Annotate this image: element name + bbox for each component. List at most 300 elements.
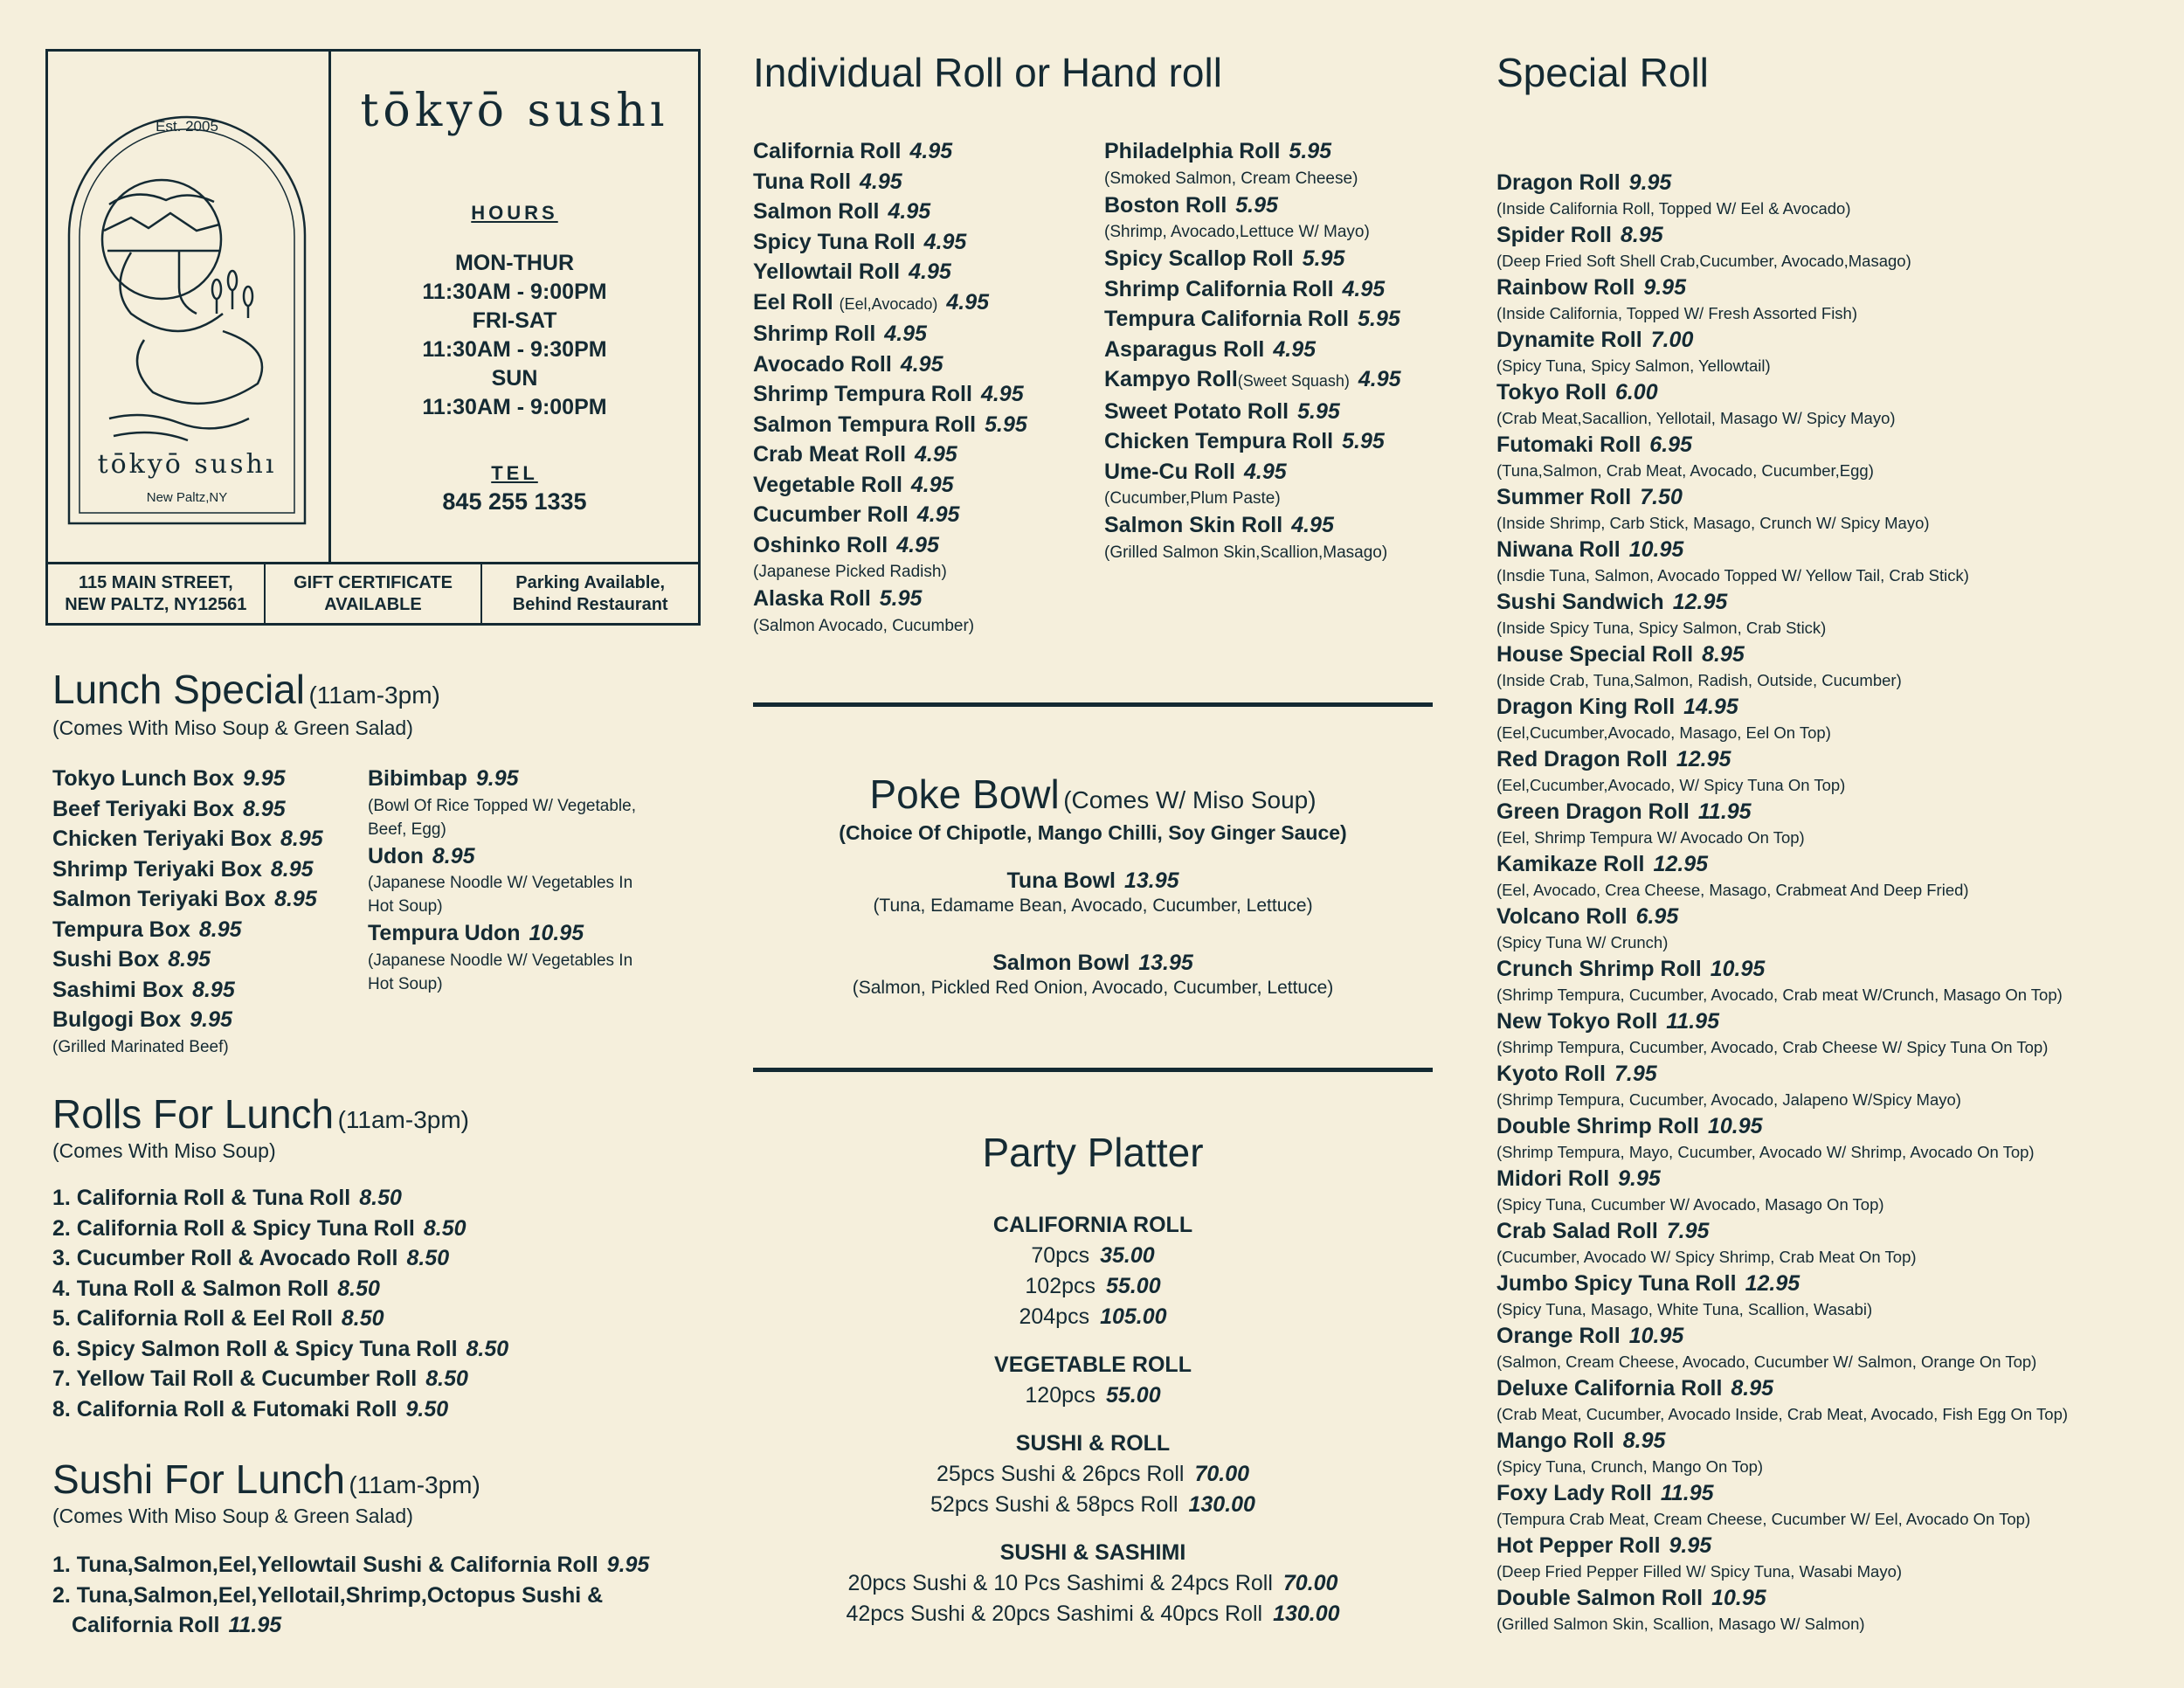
item-name: Philadelphia Roll xyxy=(1104,139,1281,163)
item-price: 6.00 xyxy=(1614,380,1658,405)
platter-group-name: VEGETABLE ROLL xyxy=(994,1352,1192,1377)
item-description: (Salmon Avocado, Cucumber) xyxy=(753,616,975,635)
item-name: Alaska Roll xyxy=(753,586,871,611)
item-price: 8.50 xyxy=(466,1336,509,1361)
item-description: (Crab Meat, Cucumber, Avocado Inside, Crab Meat, Avocado, Fish Egg On Top) xyxy=(1496,1405,2069,1423)
logo-name: tōkyō sushı xyxy=(97,449,277,480)
item-description: (Bowl Of Rice Topped W/ Vegetable, xyxy=(368,796,636,815)
rolls-lunch-time: (11am-3pm) xyxy=(337,1106,469,1133)
item-price: 7.95 xyxy=(1614,1062,1657,1086)
item-description: (Smoked Salmon, Cream Cheese) xyxy=(1104,169,1358,188)
item-description: (Shrimp, Avocado,Lettuce W/ Mayo) xyxy=(1104,223,1370,241)
item-price: 13.95 xyxy=(1138,951,1193,975)
item-name: Deluxe California Roll xyxy=(1496,1376,1723,1401)
item-price: 12.95 xyxy=(1745,1271,1800,1296)
item-price: 9.95 xyxy=(1628,170,1672,195)
menu-item xyxy=(52,1394,508,1425)
item-price: 4.95 xyxy=(896,532,939,557)
item-price: 8.95 xyxy=(192,977,235,1002)
menu-item xyxy=(753,136,1027,167)
menu-item xyxy=(1496,1218,2068,1244)
item-price: 4.95 xyxy=(915,442,957,467)
item-name: Hot Pepper Roll xyxy=(1496,1533,1661,1558)
item-price: 4.95 xyxy=(1244,459,1287,484)
item-description: (Grilled Salmon Skin, Scallion, Masago W/ Salmon) xyxy=(1496,1615,1865,1633)
hours-line: 11:30AM - 9:00PM xyxy=(422,280,607,304)
menu-item xyxy=(52,1581,649,1611)
item-description: (Eel, Shrimp Tempura W/ Avocado On Top) xyxy=(1496,828,1805,847)
platter-quantity: 52pcs Sushi & 58pcs Roll xyxy=(930,1492,1178,1517)
item-name: Shrimp California Roll xyxy=(1104,276,1334,301)
item-price: 5.95 xyxy=(1358,307,1400,331)
item-name: Bibimbap xyxy=(368,766,467,791)
platter-quantity: 70pcs xyxy=(1031,1243,1090,1268)
item-price: 11.95 xyxy=(1660,1481,1714,1505)
item-price: 6.95 xyxy=(1635,904,1679,929)
item-name: California Roll xyxy=(72,1613,220,1637)
item-price: 4.95 xyxy=(910,472,954,497)
item-name: Sashimi Box xyxy=(52,977,184,1002)
divider xyxy=(753,702,1433,707)
menu-item xyxy=(52,764,323,794)
item-name: Futomaki Roll xyxy=(1496,432,1641,457)
menu-item xyxy=(753,227,1027,258)
lunch-special-title: Lunch Special xyxy=(52,667,305,712)
item-name: Beef Teriyaki Box xyxy=(52,796,234,821)
menu-item xyxy=(753,470,1027,501)
menu-item xyxy=(1496,1166,2068,1192)
item-price: 10.95 xyxy=(529,921,584,945)
menu-item xyxy=(1496,536,2068,563)
menu-item xyxy=(1496,641,2068,668)
menu-item xyxy=(1104,397,1401,427)
menu-item xyxy=(1104,510,1401,541)
menu-item xyxy=(1496,484,2068,510)
item-price: 8.50 xyxy=(425,1366,468,1391)
menu-item xyxy=(52,1214,508,1244)
menu-item xyxy=(1104,364,1401,397)
platter-row xyxy=(753,1599,1433,1629)
special-roll-list xyxy=(1496,169,2068,1637)
platter-price: 55.00 xyxy=(1106,1383,1161,1408)
item-name: Summer Roll xyxy=(1496,485,1632,509)
item-name: Midori Roll xyxy=(1496,1166,1610,1191)
hours-line: MON-THUR xyxy=(454,251,575,275)
menu-item xyxy=(753,500,1027,530)
item-price: 11.95 xyxy=(1666,1009,1719,1034)
menu-item xyxy=(52,915,323,945)
item-price: 8.95 xyxy=(198,917,242,942)
item-name: Salmon Skin Roll xyxy=(1104,513,1283,537)
item-name: Mango Roll xyxy=(1496,1429,1614,1453)
platter-price: 55.00 xyxy=(1106,1274,1161,1298)
platter-group-name: SUSHI & SASHIMI xyxy=(999,1540,1186,1565)
item-description: (Shrimp Tempura, Mayo, Cucumber, Avocado W/ Shrimp, Avocado On Top) xyxy=(1496,1143,2035,1161)
gift-line: GIFT CERTIFICATE xyxy=(294,572,453,592)
menu-item xyxy=(52,1550,649,1581)
menu-item xyxy=(753,197,1027,227)
item-price: 14.95 xyxy=(1683,695,1738,719)
logo-panel xyxy=(48,52,331,562)
item-name: Asparagus Roll xyxy=(1104,336,1265,362)
item-name: Udon xyxy=(368,843,424,868)
menu-item xyxy=(52,1304,508,1334)
menu-item xyxy=(1496,1480,2068,1506)
item-name: Tuna Bowl xyxy=(1006,868,1116,893)
divider xyxy=(753,1068,1433,1072)
rolls-lunch-note: (Comes With Miso Soup) xyxy=(52,1139,276,1162)
item-name: Rainbow Roll xyxy=(1496,275,1635,300)
item-price: 9.95 xyxy=(1669,1533,1712,1558)
item-description: Hot Soup) xyxy=(368,974,443,993)
address-line: 115 MAIN STREET, xyxy=(78,572,233,592)
item-price: 5.95 xyxy=(1297,398,1340,424)
platter-group-name: CALIFORNIA ROLL xyxy=(992,1213,1193,1237)
footer-row xyxy=(48,562,698,623)
item-description: (Grilled Salmon Skin,Scallion,Masago) xyxy=(1104,543,1388,562)
item-name: Salmon Roll xyxy=(753,199,880,224)
item-name: Tuna Roll xyxy=(753,169,852,194)
item-price: 8.95 xyxy=(274,887,317,911)
item-name: Chicken Tempura Roll xyxy=(1104,429,1334,453)
menu-item xyxy=(1496,746,2068,772)
item-price: 12.95 xyxy=(1672,590,1728,614)
item-description: (Eel,Cucumber,Avocado, Masago, Eel On Top) xyxy=(1496,723,1831,742)
item-name: Chicken Teriyaki Box xyxy=(52,827,273,851)
item-name: 6. Spicy Salmon Roll & Spicy Tuna Roll xyxy=(52,1336,458,1361)
item-name: Ume-Cu Roll xyxy=(1104,459,1235,484)
item-price: 10.95 xyxy=(1628,1324,1684,1348)
menu-item xyxy=(1496,222,2068,248)
item-name: Orange Roll xyxy=(1496,1324,1621,1348)
item-name: Dynamite Roll xyxy=(1496,328,1642,352)
platter-row xyxy=(753,1490,1433,1520)
item-price: 4.95 xyxy=(909,259,951,284)
item-name: New Tokyo Roll xyxy=(1496,1009,1658,1034)
item-name: 3. Cucumber Roll & Avocado Roll xyxy=(52,1246,398,1270)
menu-item xyxy=(753,868,1433,894)
platter-price: 70.00 xyxy=(1194,1462,1250,1486)
item-description: (Tuna,Salmon, Crab Meat, Avocado, Cucumber,Egg) xyxy=(1496,461,1874,480)
item-price: 9.95 xyxy=(606,1553,650,1577)
item-price: 7.00 xyxy=(1650,328,1694,352)
menu-item xyxy=(1496,799,2068,825)
menu-item xyxy=(1496,169,2068,196)
menu-item xyxy=(1496,379,2068,405)
item-price: 9.50 xyxy=(405,1396,449,1422)
item-price: 4.95 xyxy=(1358,367,1401,391)
item-description: Hot Soup) xyxy=(368,897,443,916)
item-price: 10.95 xyxy=(1707,1114,1763,1138)
menu-item xyxy=(1104,190,1401,221)
menu-item xyxy=(1104,274,1401,305)
item-price: 13.95 xyxy=(1123,868,1179,893)
item-name: Shrimp Teriyaki Box xyxy=(52,856,262,882)
item-name: Salmon Bowl xyxy=(992,951,1130,975)
item-description: (Tuna, Edamame Bean, Avocado, Cucumber, Lettuce) xyxy=(873,896,1313,916)
item-description: (Inside Crab, Tuna,Salmon, Radish, Outside, Cucumber) xyxy=(1496,671,1902,689)
platter-price: 130.00 xyxy=(1188,1492,1255,1517)
platter-price: 35.00 xyxy=(1100,1243,1155,1268)
item-price: 10.95 xyxy=(1710,957,1766,981)
item-name: Sweet Potato Roll xyxy=(1104,398,1289,424)
individual-roll-title: Individual Roll or Hand roll xyxy=(753,50,1222,95)
item-name: Shrimp Tempura Roll xyxy=(753,382,972,406)
menu-item xyxy=(1496,1113,2068,1139)
item-price: 8.95 xyxy=(1702,642,1745,667)
item-price: 5.95 xyxy=(1235,192,1278,218)
item-name: 2. Tuna,Salmon,Eel,Yellotail,Shrimp,Octopus Sushi & xyxy=(52,1582,604,1608)
info-panel xyxy=(331,52,698,562)
item-description: (Spicy Tuna, Cucumber W/ Avocado, Masago On Top) xyxy=(1496,1195,1884,1214)
item-name: House Special Roll xyxy=(1496,642,1694,667)
menu-item xyxy=(1496,1532,2068,1559)
item-price: 4.95 xyxy=(884,322,927,346)
item-name: Double Salmon Roll xyxy=(1496,1586,1704,1610)
item-description: (Spicy Tuna, Spicy Salmon, Yellowtail) xyxy=(1496,356,1771,375)
lunch-special-col2 xyxy=(368,764,636,996)
item-price: 8.95 xyxy=(432,843,475,868)
item-description: (Eel,Cucumber,Avocado, W/ Spicy Tuna On Top) xyxy=(1496,776,1846,794)
item-name: Volcano Roll xyxy=(1496,904,1628,929)
item-description: (Grilled Marinated Beef) xyxy=(52,1037,229,1056)
individual-roll-col1 xyxy=(753,136,1027,638)
item-price: 5.95 xyxy=(985,412,1027,437)
menu-item xyxy=(1496,327,2068,353)
address-cell xyxy=(48,564,264,623)
item-description: (Tempura Crab Meat, Cream Cheese, Cucumber W/ Eel, Avocado On Top) xyxy=(1496,1510,2031,1528)
menu-item xyxy=(753,584,1027,614)
item-name: Spicy Tuna Roll xyxy=(753,229,916,254)
item-price: 8.95 xyxy=(242,796,286,821)
item-name: 1. California Roll & Tuna Roll xyxy=(52,1186,351,1210)
item-inline-note: (Sweet Squash) xyxy=(1237,372,1350,390)
gift-line: AVAILABLE xyxy=(324,594,422,614)
item-price: 9.95 xyxy=(475,766,519,791)
item-price: 8.50 xyxy=(359,1186,402,1210)
menu-item xyxy=(368,841,636,872)
item-price: 8.95 xyxy=(1731,1376,1774,1401)
menu-item xyxy=(1496,1008,2068,1034)
platter-group-name: SUSHI & ROLL xyxy=(1015,1431,1171,1456)
item-description: (Insdie Tuna, Salmon, Avocado Topped W/ Yellow Tail, Crab Stick) xyxy=(1496,566,1969,585)
hours-label: HOURS xyxy=(471,202,558,224)
item-price: 5.95 xyxy=(879,586,923,611)
item-price: 4.95 xyxy=(946,289,990,315)
item-name: Boston Roll xyxy=(1104,192,1227,218)
poke-bowl-title: Poke Bowl xyxy=(869,771,1060,817)
item-description: (Inside California Roll, Topped W/ Eel & Avocado) xyxy=(1496,199,1851,218)
item-description: (Spicy Tuna W/ Crunch) xyxy=(1496,933,1669,951)
tel-label: TEL xyxy=(491,462,538,484)
lunch-special-time: (11am-3pm) xyxy=(308,681,440,709)
platter-row xyxy=(753,1302,1433,1332)
menu-item xyxy=(52,1005,323,1035)
menu-item xyxy=(753,530,1027,561)
item-price: 10.95 xyxy=(1628,537,1684,562)
parking-line: Behind Restaurant xyxy=(512,594,668,614)
address-line: NEW PALTZ, NY12561 xyxy=(65,594,247,614)
menu-item xyxy=(52,1610,649,1641)
menu-item xyxy=(1496,1323,2068,1349)
platter-quantity: 120pcs xyxy=(1025,1383,1096,1408)
item-price: 9.95 xyxy=(242,766,286,791)
item-description: (Cucumber, Avocado W/ Spicy Shrimp, Crab Meat On Top) xyxy=(1496,1248,1917,1266)
menu-item xyxy=(753,287,1027,320)
menu-item xyxy=(1104,244,1401,274)
poke-bowl-note: (Comes W/ Miso Soup) xyxy=(1063,786,1317,813)
parking-line: Parking Available, xyxy=(515,572,666,592)
menu-item xyxy=(1496,274,2068,301)
item-name: 5. California Roll & Eel Roll xyxy=(52,1306,333,1331)
sushi-lunch-title: Sushi For Lunch xyxy=(52,1456,345,1502)
item-name: 7. Yellow Tail Roll & Cucumber Roll xyxy=(52,1366,418,1391)
item-price: 4.95 xyxy=(1342,276,1386,301)
item-name: Yellowtail Roll xyxy=(753,259,901,284)
item-price: 12.95 xyxy=(1676,747,1731,771)
item-name: Kampyo Roll xyxy=(1104,367,1238,391)
item-price: 8.95 xyxy=(270,856,314,882)
item-name: Crunch Shrimp Roll xyxy=(1496,957,1702,981)
menu-item xyxy=(52,1334,508,1365)
item-price: 5.95 xyxy=(1302,246,1345,271)
item-price: 5.95 xyxy=(1289,139,1332,163)
sushi-lunch-note: (Comes With Miso Soup & Green Salad) xyxy=(52,1505,413,1527)
item-name: Tempura Box xyxy=(52,917,190,942)
item-price: 4.95 xyxy=(1291,513,1334,537)
item-name: Tokyo Roll xyxy=(1496,380,1607,405)
item-name: Foxy Lady Roll xyxy=(1496,1481,1652,1505)
item-description: (Deep Fried Soft Shell Crab,Cucumber, Avocado,Masago) xyxy=(1496,252,1911,270)
item-description: (Salmon, Cream Cheese, Avocado, Cucumber W/ Salmon, Orange On Top) xyxy=(1496,1352,2037,1371)
item-name: Salmon Tempura Roll xyxy=(753,412,977,437)
item-description: (Shrimp Tempura, Cucumber, Avocado, Jalapeno W/Spicy Mayo) xyxy=(1496,1090,1961,1109)
item-name: Sushi Sandwich xyxy=(1496,590,1664,614)
menu-item xyxy=(52,1183,508,1214)
item-price: 8.50 xyxy=(341,1306,384,1331)
item-name: Spider Roll xyxy=(1496,223,1612,247)
menu-item xyxy=(1496,1585,2068,1611)
menu-item xyxy=(1496,589,2068,615)
item-description: (Spicy Tuna, Crunch, Mango On Top) xyxy=(1496,1457,1764,1476)
item-price: 6.95 xyxy=(1649,432,1692,457)
item-name: Avocado Roll xyxy=(753,351,892,377)
item-price: 4.95 xyxy=(916,502,960,527)
item-name: Niwana Roll xyxy=(1496,537,1621,562)
sushi-lunch-list xyxy=(52,1550,649,1641)
item-price: 4.95 xyxy=(980,382,1024,406)
menu-item xyxy=(753,319,1027,349)
item-name: Crab Salad Roll xyxy=(1496,1219,1658,1243)
platter-row xyxy=(753,1459,1433,1490)
item-name: Kamikaze Roll xyxy=(1496,852,1645,876)
item-price: 9.95 xyxy=(1643,275,1686,300)
item-price: 4.95 xyxy=(923,229,967,254)
header-box xyxy=(45,49,701,626)
item-inline-note: (Eel,Avocado) xyxy=(839,294,938,313)
item-name: Red Dragon Roll xyxy=(1496,747,1668,771)
item-description: Beef, Egg) xyxy=(368,820,446,839)
item-name: 8. California Roll & Futomaki Roll xyxy=(52,1396,397,1422)
item-name: Cucumber Roll xyxy=(753,502,909,527)
platter-row xyxy=(753,1271,1433,1302)
menu-item xyxy=(1104,426,1401,457)
menu-item xyxy=(1104,304,1401,335)
menu-item xyxy=(753,257,1027,287)
item-price: 8.50 xyxy=(406,1246,450,1270)
item-description: (Inside California, Topped W/ Fresh Assorted Fish) xyxy=(1496,304,1857,322)
menu-item xyxy=(52,884,323,915)
menu-item xyxy=(753,951,1433,976)
hours-line: SUN xyxy=(491,366,538,391)
platter-row xyxy=(753,1380,1433,1411)
menu-item xyxy=(52,824,323,854)
item-name: California Roll xyxy=(753,139,902,163)
item-name: 1. Tuna,Salmon,Eel,Yellowtail Sushi & California Roll xyxy=(52,1553,598,1577)
item-name: Double Shrimp Roll xyxy=(1496,1114,1699,1138)
menu-item xyxy=(1496,851,2068,877)
menu-item xyxy=(1104,457,1401,488)
hours-line: FRI-SAT xyxy=(472,308,557,333)
hours-line: 11:30AM - 9:30PM xyxy=(422,337,607,362)
item-price: 9.95 xyxy=(1618,1166,1661,1191)
item-name: Oshinko Roll xyxy=(753,532,888,557)
item-name: Eel Roll xyxy=(753,289,833,315)
menu-item xyxy=(1496,956,2068,982)
hours-line: 11:30AM - 9:00PM xyxy=(422,395,607,419)
lunch-special-col1 xyxy=(52,764,323,1059)
platter-row xyxy=(753,1241,1433,1271)
item-name: Sushi Box xyxy=(52,947,160,972)
menu-item xyxy=(52,1243,508,1274)
item-description: (Inside Shrimp, Carb Stick, Masago, Crunch W/ Spicy Mayo) xyxy=(1496,514,1930,532)
item-name: Tempura California Roll xyxy=(1104,307,1350,331)
item-description: (Shrimp Tempura, Cucumber, Avocado, Crab meat W/Crunch, Masago On Top) xyxy=(1496,986,2063,1004)
menu-item xyxy=(1104,335,1401,365)
item-price: 4.95 xyxy=(860,169,902,194)
item-price: 8.95 xyxy=(1622,1429,1666,1453)
platter-price: 130.00 xyxy=(1273,1602,1340,1626)
parking-cell xyxy=(480,564,698,623)
item-name: Salmon Teriyaki Box xyxy=(52,887,266,911)
item-price: 8.50 xyxy=(337,1276,380,1301)
gift-certificate-cell xyxy=(264,564,481,623)
platter-row xyxy=(753,1568,1433,1599)
item-price: 11.95 xyxy=(228,1613,282,1637)
item-price: 4.95 xyxy=(888,199,931,224)
item-price: 10.95 xyxy=(1711,1586,1766,1610)
menu-item xyxy=(1496,432,2068,458)
logo-city: New Paltz,NY xyxy=(146,490,228,505)
item-price: 4.95 xyxy=(909,139,953,163)
platter-quantity: 25pcs Sushi & 26pcs Roll xyxy=(936,1462,1185,1486)
item-price: 4.95 xyxy=(900,351,943,377)
item-description: (Deep Fried Pepper Filled W/ Spicy Tuna, Wasabi Mayo) xyxy=(1496,1562,1903,1581)
restaurant-title: tōkyō sushı xyxy=(360,85,669,137)
item-name: Jumbo Spicy Tuna Roll xyxy=(1496,1271,1737,1296)
item-name: Tokyo Lunch Box xyxy=(52,766,234,791)
platter-quantity: 102pcs xyxy=(1025,1274,1096,1298)
menu-item xyxy=(52,944,323,975)
sushi-lunch-time: (11am-3pm) xyxy=(349,1471,480,1498)
sushi-lunch-heading xyxy=(52,1456,480,1503)
menu-item xyxy=(52,975,323,1006)
item-description: (Shrimp Tempura, Cucumber, Avocado, Crab Cheese W/ Spicy Tuna On Top) xyxy=(1496,1038,2049,1056)
item-price: 7.50 xyxy=(1640,485,1683,509)
item-price: 11.95 xyxy=(1697,799,1752,824)
lunch-special-note: (Comes With Miso Soup & Green Salad) xyxy=(52,716,413,739)
platter-quantity: 20pcs Sushi & 10 Pcs Sashimi & 24pcs Roll xyxy=(847,1571,1273,1595)
